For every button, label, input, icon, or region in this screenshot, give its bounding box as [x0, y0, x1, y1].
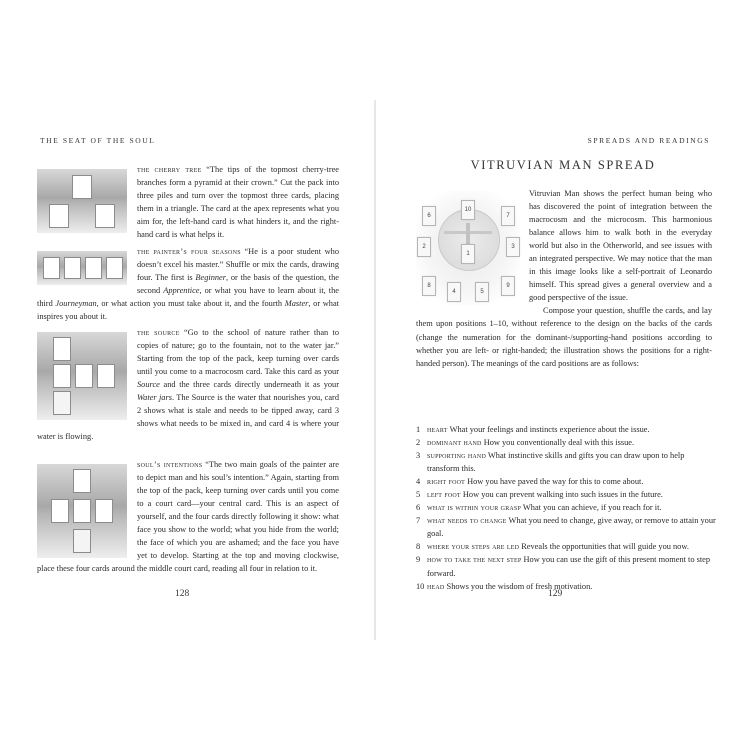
diagram-card [73, 469, 91, 493]
position-card-6: 6 [422, 206, 436, 226]
section-heading: the painter’s four seasons [137, 247, 241, 256]
running-head-right: SPREADS AND READINGS [587, 136, 710, 145]
list-item: 6 what is within your grasp What you can achieve, if you reach for it. [416, 503, 662, 513]
list-item: 5 left foot How you can prevent walking into such issues in the future. [416, 490, 663, 500]
diagram-card [53, 337, 71, 361]
diagram-card [53, 391, 71, 415]
position-card-3: 3 [506, 237, 520, 257]
souls-intentions-diagram [37, 464, 127, 558]
page-number-right: 129 [548, 589, 563, 599]
list-item: 9 how to take the next step How you can use the gift of this present moment to step forward. [416, 555, 711, 578]
position-card-7: 7 [501, 206, 515, 226]
diagram-card [64, 257, 81, 279]
section-heading: soul’s intentions [137, 460, 203, 469]
diagram-card [53, 364, 71, 388]
souls-intentions-text: soul’s intentions “The two main goals of the painter are to depict man and his soul’s intention.” Again, starting from the top of the pack, keep turning over cards until you come to a court card—your central card. This is an aspect of yourself, and the four cards directly following it show: what face you show to the world; what you hide from the world; the face of which you are ashamed; and the face you have yet to develop. Starting at the top and moving clockwise, place these four cards around the middle court card, reading all four in relation to it. [37, 460, 339, 574]
list-item: 4 right foot How you have paved the way for this to come about. [416, 477, 644, 487]
position-card-10: 10 [461, 200, 475, 220]
position-card-1: 1 [461, 244, 475, 264]
position-card-5: 5 [475, 282, 489, 302]
section-source [37, 326, 339, 443]
source-text: the source “Go to the school of nature rather than to copies of nature; go to the fountain, not to the water jar.” Starting from the top of the pack, keep turning over cards until you come to a macrocosm card. Take this card as your Source and the three cards directly underneath it as your Water jars. The Source is the water that nourishes you, card 2 shows what is stale and needs to be tipped away, card 3 shows what needs to be mixed in, and card 4 is where your water is flowing. [37, 328, 340, 442]
diagram-card [73, 499, 91, 523]
source-diagram [37, 332, 127, 420]
card-positions-list [416, 423, 716, 593]
diagram-card [72, 175, 92, 199]
list-item: 7 what needs to change What you need to change, give away, or remove to attain your goal. [416, 516, 716, 539]
diagram-card [106, 257, 123, 279]
vitruvian-man-figure [416, 191, 520, 305]
position-card-2: 2 [417, 237, 431, 257]
page-title: VITRUVIAN MAN SPREAD [470, 158, 656, 172]
diagram-card [43, 257, 60, 279]
diagram-card [73, 529, 91, 553]
list-item: 8 where your steps are led Reveals the opportunities that will guide you now. [416, 542, 689, 552]
section-cherry-tree [37, 163, 339, 241]
diagram-card [49, 204, 69, 228]
section-heading: the source [137, 328, 180, 337]
diagram-card [95, 204, 115, 228]
position-card-8: 8 [422, 276, 436, 296]
diagram-card [75, 364, 93, 388]
diagram-card [51, 499, 69, 523]
running-head-left: THE SEAT OF THE SOUL [40, 136, 156, 145]
section-four-seasons [37, 245, 339, 323]
section-souls-intentions [37, 458, 339, 575]
position-card-9: 9 [501, 276, 515, 296]
right-page [376, 0, 750, 750]
list-item: 2 dominant hand How you conventionally deal with this issue. [416, 438, 635, 448]
cherry-tree-text: the cherry tree “The tips of the topmost cherry-tree branches form a pyramid at their crown.” Cut the pack into three piles and turn over the topmost three cards, placing them in a triangle. The card at the apex represents what you aim for, the left-hand card is what hinders it, and the right-hand card is what helps it. [137, 165, 340, 240]
list-item: 3 supporting hand What instinctive skills and gifts you can draw upon to help transform this. [416, 451, 685, 474]
diagram-card [85, 257, 102, 279]
list-item: 1 heart What your feelings and instincts experience about the issue. [416, 425, 650, 434]
diagram-card [97, 364, 115, 388]
list-item: 10 head Shows you the wisdom of fresh motivation. [416, 581, 593, 591]
four-seasons-diagram [37, 251, 127, 285]
position-card-4: 4 [447, 282, 461, 302]
left-page [0, 0, 374, 750]
page-number-left: 128 [175, 589, 190, 599]
intro-text [416, 187, 712, 370]
section-heading: the cherry tree [137, 165, 202, 174]
cherry-tree-diagram [37, 169, 127, 233]
intro-paragraph-1: Vitruvian Man shows the perfect human being who has discovered the point of integration between the macrocosm and the microcosm. This harmonious balance allows him to walk both in the everyday world but also in the Otherworld, and see issues with an integrated perspective. We may notice that the man in this image looks like a self-portrait of Leonardo himself. This spread gives a general overview and a good perspective of the issue. [529, 189, 712, 303]
intro-paragraph-2: Compose your question, shuffle the cards, and lay them upon positions 1–10, without reference to the design on the backs of the cards (change the numeration for the dominant-/supporting-hand positions according to whether you are left- or right-handed; the illustration shows the positions for a right-handed person). The meanings of the card positions are as follows: [416, 306, 712, 368]
diagram-card [95, 499, 113, 523]
four-seasons-text: the painter’s four seasons “He is a poor student who doesn’t excel his master.” Shuffle or mix the cards, drawing four. The first is Beginner, or the basis of the question, the second Apprentice, or what you have to learn about it, the third Journeyman, or what action you must take about it, and the fourth Master, or what inspires you about it. [37, 247, 339, 322]
